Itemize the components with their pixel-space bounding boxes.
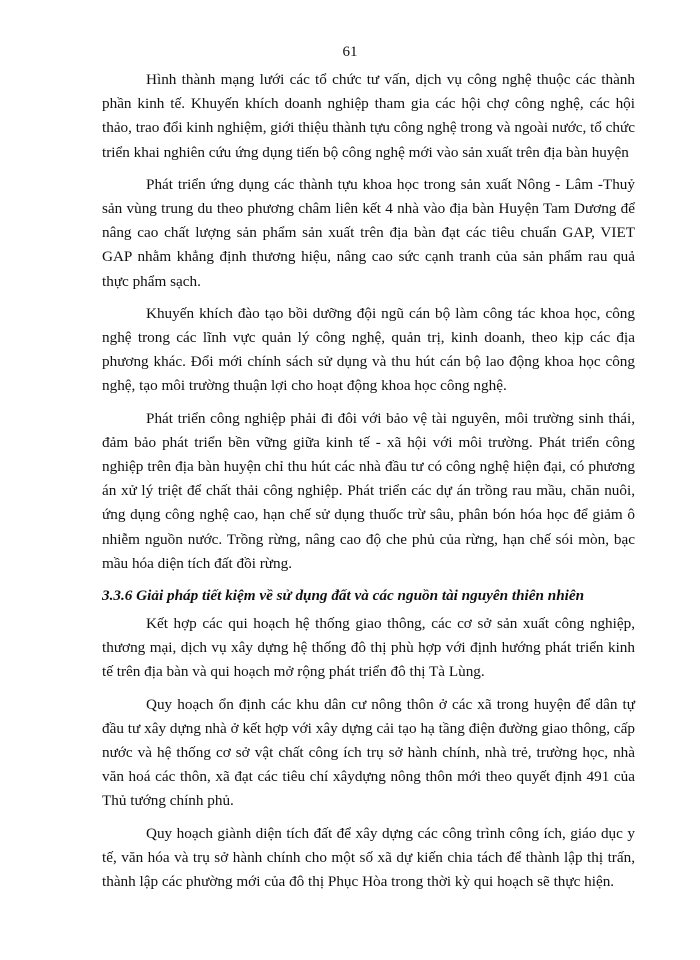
- page-number: 61: [342, 44, 358, 60]
- document-body: [102, 68, 635, 902]
- paragraph-agri-science: Phát triển ứng dụng các thành tựu khoa học trong sản xuất Nông - Lâm -Thuỷ sản vùng trung du theo phương châm liên kết 4 nhà vào địa bàn Huyện Tam Dương để nâng cao chất lượng sản phẩm sản xuất trên địa bàn đạt các tiêu chuẩn GAP, VIET GAP nhằm khẳng định thương hiệu, nâng cao sức cạnh tranh của sản phẩm rau quả thực phẩm sạch.: [102, 175, 635, 290]
- section-heading: 3.3.6 Giải pháp tiết kiệm về sử dụng đất và các nguồn tài nguyên thiên nhiên: [102, 587, 585, 605]
- paragraph-rural-residential: Quy hoạch ổn định các khu dân cư nông thôn ở các xã trong huyện để dân tự đầu tư xây dựng nhà ở kết hợp với xây dựng cải tạo hạ tầng điện đường giao thông, cấp nước và hệ thống cơ sở vật chất công ích trụ sở hành chính, nhà trẻ, trường học, nhà văn hoá các thôn, xã đạt các tiêu chí xâydựng nông thôn mới theo quyết định 491 của Thủ tướng chính phủ.: [102, 695, 635, 810]
- paragraph-staff-training: Khuyến khích đào tạo bồi dưỡng đội ngũ cán bộ làm công tác khoa học, công nghệ trong các lĩnh vực quản lý công nghệ, quản trị, kinh doanh, theo kịp các địa phương khác. Đổi mới chính sách sử dụng và thu hút cán bộ lao động khoa học công nghệ, tạo môi trường thuận lợi cho hoạt động khoa học công nghệ.: [102, 304, 635, 395]
- paragraph-public-land: Quy hoạch giành diện tích đất để xây dựng các công trình công ích, giáo dục y tế, văn hóa và trụ sở hành chính cho một số xã dự kiến chia tách để thành lập thị trấn, thành lập các phường mới của đô thị Phục Hòa trong thời kỳ qui hoạch sẽ thực hiện.: [102, 824, 635, 891]
- paragraph-planning-coordination: Kết hợp các qui hoạch hệ thống giao thông, các cơ sở sản xuất công nghiệp, thương mại, dịch vụ xây dựng hệ thống đô thị phù hợp với định hướng phát triển kinh tế trên địa bàn và qui hoạch mở rộng phát triển đô thị Tà Lùng.: [102, 615, 635, 681]
- paragraph-tech-services: Hình thành mạng lưới các tổ chức tư vấn, dịch vụ công nghệ thuộc các thành phần kinh tế. Khuyến khích doanh nghiệp tham gia các hội chợ công nghệ, các hội thảo, trao đổi kinh nghiệm, giới thiệu thành tựu công nghệ trong và ngoài nước, tổ chức triển khai nghiên cứu ứng dụng tiến bộ công nghệ mới vào sản xuất trên địa bàn huyện: [102, 71, 635, 161]
- paragraph-industry-environment: Phát triển công nghiệp phải đi đôi với bảo vệ tài nguyên, môi trường sinh thái, đảm bảo phát triển bền vững giữa kinh tế - xã hội với môi trường. Phát triển công nghiệp trên địa bàn huyện chỉ thu hút các nhà đầu tư có công nghệ hiện đại, có phương án xử lý triệt để chất thải công nghiệp. Phát triển các dự án trồng rau mầu, chăn nuôi, ứng dụng công nghệ cao, hạn chế sử dụng thuốc trừ sâu, phân bón hóa học để giảm ô nhiễm nguồn nước. Trồng rừng, nâng cao độ che phủ của rừng, hạn chế sói mòn, bạc mầu hóa diện tích đất đồi rừng.: [102, 409, 635, 572]
